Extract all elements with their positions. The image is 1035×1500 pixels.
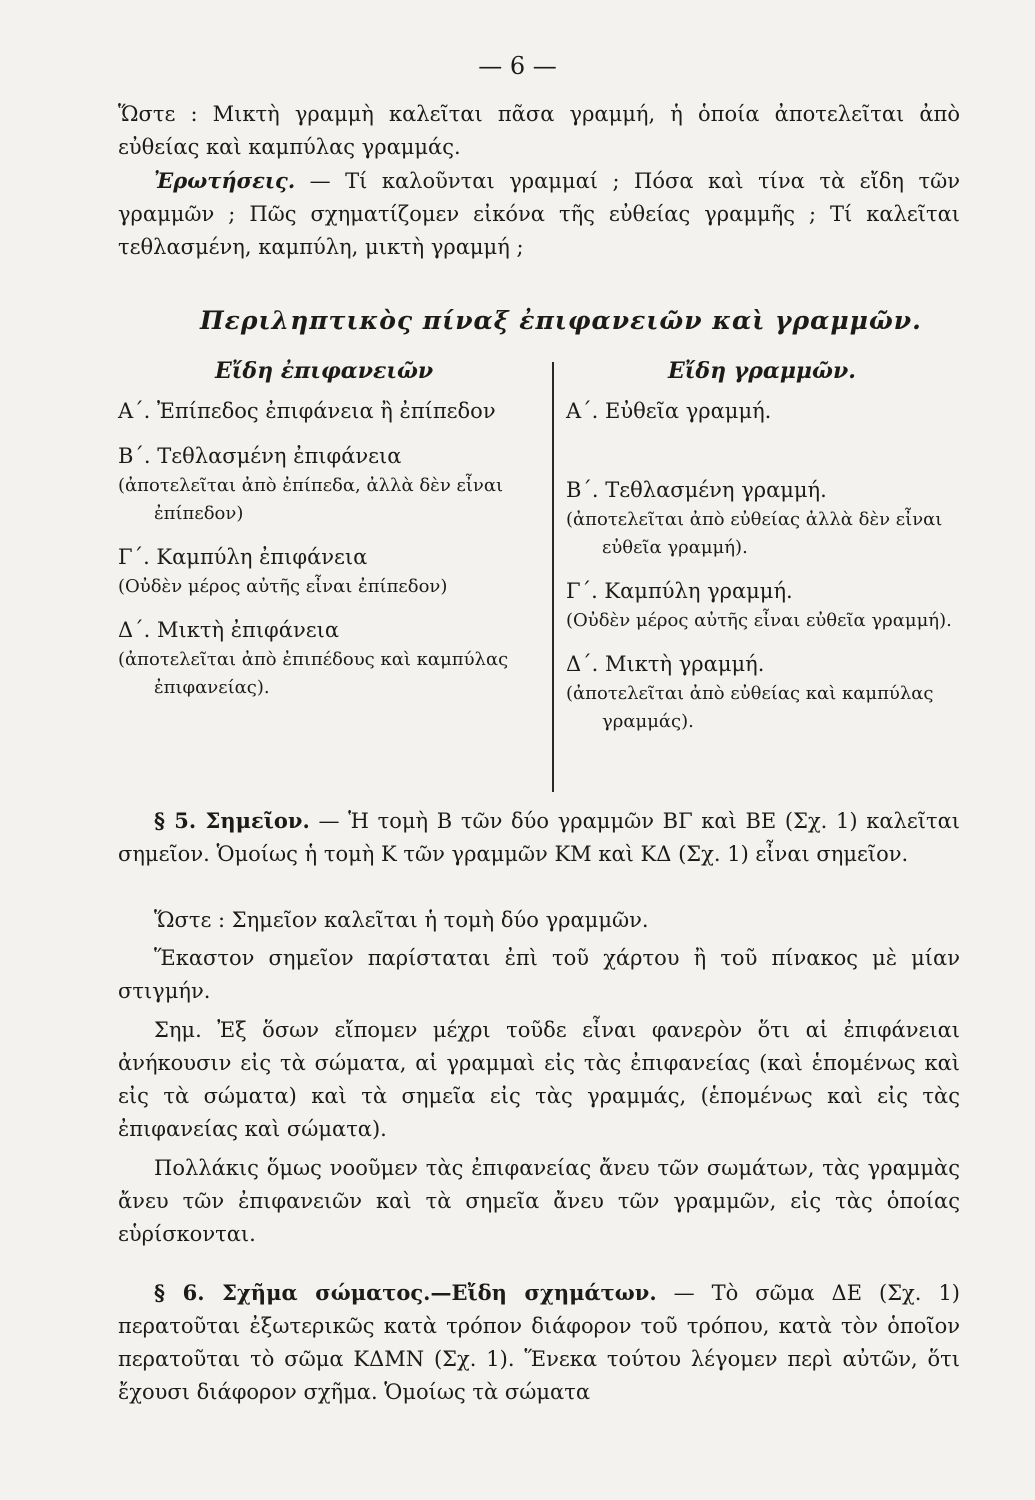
conception-paragraph: Πολλάκις ὅμως νοοῦμεν τὰς ἐπιφανείας ἄνευ τῶν σωμάτων, τὰς γραμμὰς ἄνευ τῶν ἐπιφανειῶν καὶ τὰ σημεῖα ἄνευ τῶν γραμμῶν, εἰς τὰς ὁποίας εὑρίσκονται.: [118, 1156, 960, 1246]
section-5-text: — Ἡ τομὴ Β τῶν δύο γραμμῶν ΒΓ καὶ ΒΕ (Σχ. 1) καλεῖται σημεῖον. Ὁμοίως ἡ τομὴ Κ τῶν γραμμῶν ΚΜ καὶ ΚΔ (Σχ. 1) εἶναι σημεῖον.: [118, 809, 960, 866]
line-item: Β΄. Τεθλασμένη γραμμή. (ἀποτελεῖται ἀπὸ εὐθείας ἀλλὰ δὲν εἶναι εὐθεῖα γραμμή).: [566, 478, 943, 558]
surface-item: Δ΄. Μικτὴ ἐπιφάνεια (ἀποτελεῖται ἀπὸ ἐπιπέδους καὶ καμπύλας ἐπιφανείας).: [118, 618, 509, 698]
questions-label: Ἐρωτήσεις.: [154, 168, 296, 193]
point-definition: Ὥστε : Σημεῖον καλεῖται ἡ τομὴ δύο γραμμῶν.: [154, 908, 649, 932]
section-6-heading: § 6. Σχῆμα σώματος.—Εἴδη σχημάτων.: [154, 1280, 657, 1305]
point-representation: Ἕκαστον σημεῖον παρίσταται ἐπὶ τοῦ χάρτου ἢ τοῦ πίνακος μὲ μίαν στιγμήν.: [118, 946, 960, 1003]
note-paragraph: Σημ. Ἐξ ὅσων εἴπομεν μέχρι τοῦδε εἶναι φανερὸν ὅτι αἱ ἐπιφάνειαι ἀνήκουσιν εἰς τὰ σώματα, αἱ γραμμαὶ εἰς τὰς ἐπιφανείας (καὶ ἑπομένως καὶ εἰς τὰ σώματα) καὶ τὰ σημεῖα εἰς τὰς γραμμάς, (ἑπομένως καὶ εἰς τὰς ἐπιφανείας καὶ σώματα).: [118, 1018, 960, 1141]
left-column-header: Εἴδη ἐπιφανειῶν: [215, 358, 434, 384]
line-item: Α΄. Εὐθεῖα γραμμή.: [566, 399, 772, 423]
summary-table-title: Περιληπτικὸς πίναξ ἐπιφανειῶν καὶ γραμμῶν.: [200, 306, 922, 335]
mixed-line-definition: Ὥστε : Μικτὴ γραμμὴ καλεῖται πᾶσα γραμμή, ἡ ὁποία ἀποτελεῖται ἀπὸ εὐθείας καὶ καμπύλας γραμμάς.: [118, 102, 960, 159]
column-divider: [552, 362, 554, 792]
line-item: Δ΄. Μικτὴ γραμμή. (ἀποτελεῖται ἀπὸ εὐθείας καὶ καμπύλας γραμμάς).: [566, 652, 934, 732]
surface-item: Α΄. Ἐπίπεδος ἐπιφάνεια ἢ ἐπίπεδον: [118, 399, 496, 423]
surface-item: Β΄. Τεθλασμένη ἐπιφάνεια (ἀποτελεῖται ἀπὸ ἐπίπεδα, ἀλλὰ δὲν εἶναι ἐπίπεδον): [118, 444, 504, 524]
right-column-header: Εἴδη γραμμῶν.: [668, 358, 856, 384]
section-6-paragraph: [118, 1276, 960, 1409]
section-5-heading: § 5. Σημεῖον.: [154, 808, 310, 833]
surface-item: Γ΄. Καμπύλη ἐπιφάνεια (Οὐδὲν μέρος αὐτῆς εἶναι ἐπίπεδον): [118, 545, 448, 597]
section-5-paragraph: [118, 804, 960, 871]
line-item: Γ΄. Καμπύλη γραμμή. (Οὐδὲν μέρος αὐτῆς εἶναι εὐθεῖα γραμμή).: [566, 579, 952, 631]
lines-column: [566, 396, 960, 750]
questions-text: — Τί καλοῦνται γραμμαί ; Πόσα καὶ τίνα τὰ εἴδη τῶν γραμμῶν ; Πῶς σχηματίζομεν εἰκόνα τῆς εὐθείας γραμμῆς ; Τί καλεῖται τεθλασμένη, καμπύλη, μικτὴ γραμμή ;: [118, 169, 960, 259]
questions-paragraph: [118, 164, 960, 264]
section-6-text: — Τὸ σῶμα ΔΕ (Σχ. 1) περατοῦται ἐξωτερικῶς κατὰ τρόπον διάφορον τοῦ τρόπου, κατὰ τὸν ὁποῖον περατοῦται τὸ σῶμα ΚΔΜΝ (Σχ. 1). Ἕνεκα τούτου λέγομεν περὶ αὐτῶν, ὅτι ἔχουσι διάφορον σχῆμα. Ὁμοίως τὰ σώματα: [118, 1281, 960, 1404]
surfaces-column: [118, 396, 538, 716]
page-number: — 6 —: [478, 52, 557, 80]
